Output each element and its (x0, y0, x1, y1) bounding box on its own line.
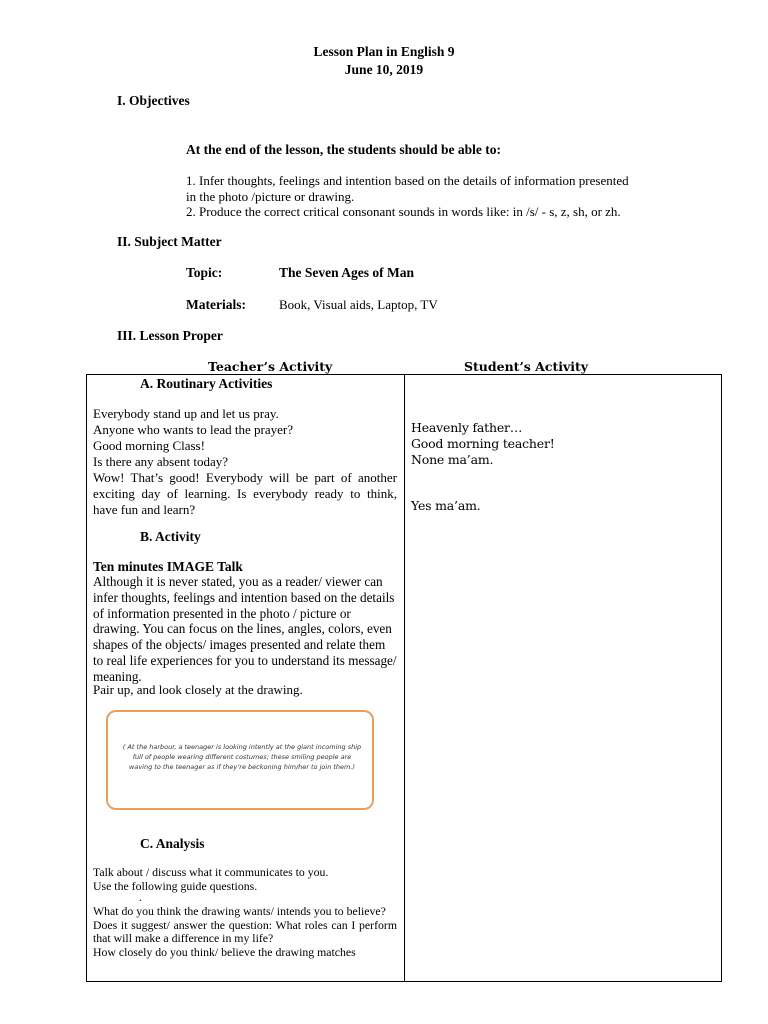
routinary-heading: A. Routinary Activities (140, 376, 273, 391)
analysis-body (93, 866, 397, 960)
materials-label: Materials: (186, 297, 246, 312)
analysis-line: Talk about / discuss what it communicates to you. (93, 865, 329, 879)
image-caption: ( At the harbour, a teenager is looking intently at the giant incoming ship full of people wearing different costumes; these smiling people are waving to the teenager as if they’re beckoning him/her to join them.) (122, 743, 362, 771)
topic-label: Topic: (186, 265, 223, 280)
objective-1-line2: in the photo /picture or drawing. (186, 189, 355, 204)
lesson-proper-heading: III. Lesson Proper (117, 328, 223, 343)
student-response: Heavenly father… (411, 420, 523, 435)
teacher-activity-header: Teacher’s Activity (208, 359, 333, 374)
analysis-line: Use the following guide questions. (93, 878, 258, 893)
routinary-line: Anyone who wants to lead the prayer? (93, 422, 293, 437)
topic-value: The Seven Ages of Man (279, 265, 414, 280)
document-title: Lesson Plan in English 9 (313, 44, 455, 59)
pair-up-text: Pair up, and look closely at the drawing. (93, 682, 303, 697)
drawing-image (106, 710, 374, 810)
student-response: Good morning teacher! (411, 436, 555, 451)
table-divider (404, 374, 405, 982)
student-response: Yes ma’am. (411, 498, 481, 513)
guide-question-2: Does it suggest/ answer the question: What roles can I perform that will make a difference in my life? (93, 917, 397, 946)
objectives-intro: At the end of the lesson, the students should be able to: (186, 142, 502, 157)
student-activity-header: Student’s Activity (464, 359, 589, 374)
objective-2: 2. Produce the correct critical consonant sounds in words like: in /s/ - s, z, sh, or zh. (186, 204, 621, 219)
routinary-line: Everybody stand up and let us pray. (93, 406, 279, 421)
routinary-line: Good morning Class! (93, 438, 205, 453)
objectives-heading: I. Objectives (117, 93, 190, 108)
document-date: June 10, 2019 (344, 62, 424, 77)
subject-matter-heading: II. Subject Matter (117, 234, 222, 249)
student-response: None ma’am. (411, 452, 494, 467)
guide-question-3: How closely do you think/ believe the drawing matches (93, 944, 356, 959)
routinary-wow: Wow! That’s good! Everybody will be part of another exciting day of learning. Is everybody ready to think, have fun and learn? (93, 470, 397, 517)
analysis-dot: . (139, 890, 142, 905)
activity-subheading: Ten minutes IMAGE Talk (93, 559, 243, 574)
guide-question-1: What do you think the drawing wants/ intends you to believe? (93, 904, 386, 919)
routinary-lines (93, 406, 397, 518)
materials-value: Book, Visual aids, Laptop, TV (279, 297, 438, 312)
objective-1-line1: 1. Infer thoughts, feelings and intention based on the details of information presented (186, 173, 629, 188)
activity-body: Although it is never stated, you as a reader/ viewer can infer thoughts, feelings and intention based on the details of information presented in the photo / picture or drawing. You can focus on the lines, angles, colors, even shapes of the objects/ images presented and relate them to real life experiences for you to understand its message/ meaning. (93, 574, 397, 684)
routinary-line: Is there any absent today? (93, 454, 229, 469)
analysis-heading: C. Analysis (140, 836, 205, 851)
activity-heading: B. Activity (140, 529, 201, 544)
